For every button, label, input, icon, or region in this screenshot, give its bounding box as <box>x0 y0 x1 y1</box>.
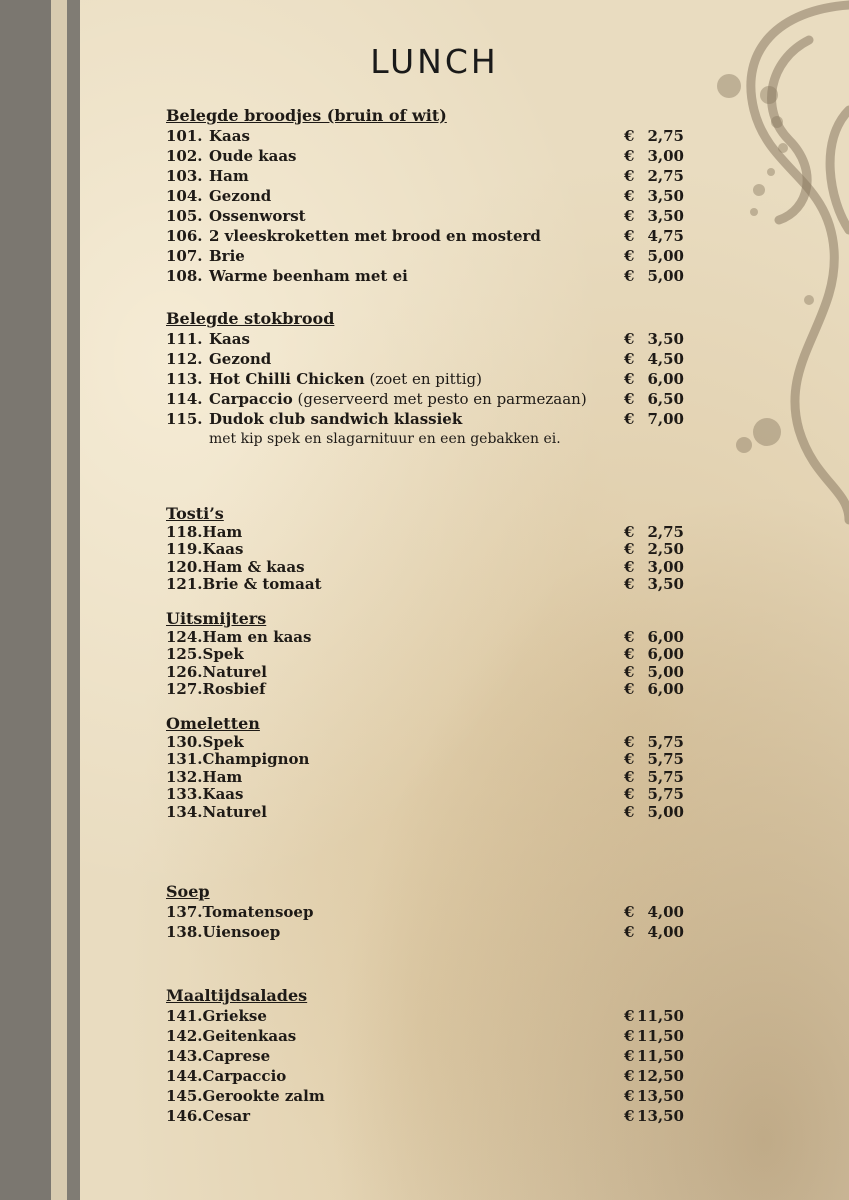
section-omeletten <box>166 714 684 821</box>
item-price <box>624 786 684 803</box>
price-value: 4,00 <box>647 903 684 921</box>
price-value: 6,00 <box>647 370 684 388</box>
item-number: 112. <box>166 350 203 368</box>
item-price <box>624 681 684 698</box>
price-value: 3,00 <box>647 557 684 576</box>
price-value: 2,50 <box>647 540 684 559</box>
item-name: 134.Naturel <box>166 802 267 821</box>
menu-item <box>166 246 684 266</box>
item-name: 130.Spek <box>166 733 244 751</box>
menu-item <box>166 559 684 576</box>
price-value: 4,75 <box>647 227 684 245</box>
item-name: 124.Ham en kaas <box>166 628 312 646</box>
menu-item <box>166 409 684 429</box>
euro-sign: € <box>624 267 635 285</box>
item-name: 118.Ham <box>166 523 243 541</box>
item-name: 138.Uiensoep <box>166 923 281 941</box>
menu-item <box>166 126 684 146</box>
item-price <box>624 206 684 226</box>
item-price <box>624 186 684 206</box>
item-name: Ham <box>209 167 249 185</box>
section-heading: Soep <box>166 882 210 901</box>
euro-sign: € <box>624 127 635 145</box>
price-value: 2,75 <box>647 523 684 541</box>
section-soep <box>166 882 684 942</box>
decorative-swirl <box>659 0 849 560</box>
price-value: 4,50 <box>647 350 684 368</box>
item-price <box>624 389 684 409</box>
euro-sign: € <box>624 1047 635 1065</box>
menu-item <box>166 369 684 389</box>
menu-item <box>166 922 684 942</box>
price-value: 5,00 <box>647 267 684 285</box>
price-value: 6,50 <box>647 390 684 408</box>
menu-item <box>166 751 684 768</box>
item-number: 106. <box>166 227 203 245</box>
item-note: (zoet en pittig) <box>364 370 482 388</box>
item-name: 133.Kaas <box>166 785 244 804</box>
item-name: 143.Caprese <box>166 1047 271 1065</box>
item-price <box>624 751 684 768</box>
item-name: Warme beenham met ei <box>209 267 408 285</box>
item-price <box>624 559 684 576</box>
price-value: 3,50 <box>647 187 684 205</box>
item-name: 125.Spek <box>166 645 244 664</box>
menu-item <box>166 146 684 166</box>
item-price <box>624 126 684 146</box>
item-note: (geserveerd met pesto en parmezaan) <box>292 390 587 408</box>
item-name: Oude kaas <box>209 147 297 165</box>
euro-sign: € <box>624 680 635 699</box>
section-heading: Uitsmijters <box>166 609 267 628</box>
section-stokbrood <box>166 309 684 449</box>
item-price <box>624 804 684 821</box>
euro-sign: € <box>624 750 635 769</box>
menu-item <box>166 186 684 206</box>
menu-item <box>166 786 684 803</box>
menu-item <box>166 1106 684 1126</box>
price-value: 5,75 <box>647 785 684 804</box>
item-price <box>624 246 684 266</box>
euro-sign: € <box>624 645 635 664</box>
left-border-light <box>51 0 67 1200</box>
item-name: 146.Cesar <box>166 1107 251 1125</box>
price-value: 5,75 <box>647 750 684 769</box>
item-price <box>624 1066 684 1086</box>
item-price <box>624 409 684 429</box>
item-number: 111. <box>166 330 203 348</box>
menu-item <box>166 804 684 821</box>
item-price <box>624 226 684 246</box>
euro-sign: € <box>624 903 635 921</box>
section-heading: Belegde stokbrood <box>166 309 335 328</box>
euro-sign: € <box>624 147 635 165</box>
item-name: Kaas <box>209 330 250 348</box>
section-uitsmijters <box>166 609 684 699</box>
menu-item <box>166 541 684 558</box>
item-price <box>624 369 684 389</box>
item-name: Hot Chilli Chicken (zoet en pittig) <box>209 370 482 388</box>
price-value: 12,50 <box>637 1067 684 1085</box>
item-name: 145.Gerookte zalm <box>166 1087 325 1105</box>
item-name: Brie <box>209 247 245 265</box>
item-number: 108. <box>166 267 203 285</box>
item-name: 141.Griekse <box>166 1007 267 1025</box>
menu-item <box>166 349 684 369</box>
item-price <box>624 166 684 186</box>
menu-item <box>166 646 684 663</box>
euro-sign: € <box>624 370 635 388</box>
price-value: 6,00 <box>647 645 684 664</box>
price-value: 11,50 <box>637 1007 684 1025</box>
item-description: met kip spek en slagarnituur en een gebakken ei. <box>209 431 561 447</box>
item-price <box>624 664 684 681</box>
item-name: 2 vleeskroketten met brood en mosterd <box>209 227 541 245</box>
euro-sign: € <box>624 167 635 185</box>
euro-sign: € <box>624 785 635 804</box>
price-value: 3,50 <box>647 330 684 348</box>
euro-sign: € <box>624 733 635 751</box>
euro-sign: € <box>624 207 635 225</box>
price-value: 5,75 <box>647 767 684 786</box>
item-price <box>624 646 684 663</box>
item-name: 137.Tomatensoep <box>166 903 314 921</box>
euro-sign: € <box>624 1027 635 1045</box>
menu-item <box>166 769 684 786</box>
euro-sign: € <box>624 1067 635 1085</box>
price-value: 5,00 <box>647 662 684 681</box>
page-title: LUNCH <box>370 42 499 81</box>
item-name: Gezond <box>209 350 272 368</box>
price-value: 11,50 <box>637 1027 684 1045</box>
item-name: 131.Champignon <box>166 750 310 769</box>
menu-item <box>166 576 684 593</box>
item-price <box>624 1086 684 1106</box>
menu-item <box>166 902 684 922</box>
price-value: 5,00 <box>647 247 684 265</box>
item-name: Kaas <box>209 127 250 145</box>
item-number: 114. <box>166 390 203 408</box>
item-name: Ossenworst <box>209 207 306 225</box>
menu-item <box>166 266 684 286</box>
item-number: 105. <box>166 207 203 225</box>
item-name: 119.Kaas <box>166 540 244 559</box>
item-number: 113. <box>166 370 203 388</box>
euro-sign: € <box>624 628 635 646</box>
euro-sign: € <box>624 923 635 941</box>
item-number: 104. <box>166 187 203 205</box>
price-value: 5,00 <box>647 802 684 821</box>
item-price <box>624 1026 684 1046</box>
euro-sign: € <box>624 247 635 265</box>
euro-sign: € <box>624 1107 635 1125</box>
item-price <box>624 629 684 646</box>
menu-item <box>166 389 684 409</box>
euro-sign: € <box>624 390 635 408</box>
price-value: 5,75 <box>647 733 684 751</box>
price-value: 7,00 <box>647 410 684 428</box>
item-name: Carpaccio (geserveerd met pesto en parmezaan) <box>209 390 587 408</box>
item-price <box>624 266 684 286</box>
euro-sign: € <box>624 227 635 245</box>
item-price <box>624 769 684 786</box>
menu-item <box>166 1006 684 1026</box>
section-heading: Tosti’s <box>166 504 224 523</box>
euro-sign: € <box>624 1087 635 1105</box>
item-name: 144.Carpaccio <box>166 1067 287 1085</box>
price-value: 6,00 <box>647 628 684 646</box>
euro-sign: € <box>624 557 635 576</box>
item-price <box>624 349 684 369</box>
item-name: Gezond <box>209 187 272 205</box>
euro-sign: € <box>624 662 635 681</box>
item-price <box>624 146 684 166</box>
item-price <box>624 1046 684 1066</box>
section-heading: Maaltijdsalades <box>166 986 308 1005</box>
item-price <box>624 734 684 751</box>
section-salades <box>166 986 684 1126</box>
price-value: 3,50 <box>647 575 684 594</box>
menu-item <box>166 1066 684 1086</box>
euro-sign: € <box>624 350 635 368</box>
item-name: 126.Naturel <box>166 662 267 681</box>
price-value: 2,75 <box>647 167 684 185</box>
menu-item <box>166 664 684 681</box>
menu-item <box>166 629 684 646</box>
left-border-dark <box>0 0 51 1200</box>
euro-sign: € <box>624 330 635 348</box>
menu-item <box>166 166 684 186</box>
price-value: 4,00 <box>647 923 684 941</box>
item-name: 127.Rosbief <box>166 680 266 699</box>
euro-sign: € <box>624 1007 635 1025</box>
price-value: 13,50 <box>637 1107 684 1125</box>
price-value: 11,50 <box>637 1047 684 1065</box>
euro-sign: € <box>624 540 635 559</box>
price-value: 3,50 <box>647 207 684 225</box>
item-name: 142.Geitenkaas <box>166 1027 297 1045</box>
item-price <box>624 329 684 349</box>
menu-item <box>166 1026 684 1046</box>
euro-sign: € <box>624 187 635 205</box>
item-name: Dudok club sandwich klassiek <box>209 410 463 428</box>
euro-sign: € <box>624 410 635 428</box>
item-number: 101. <box>166 127 203 145</box>
section-heading: Omeletten <box>166 714 260 733</box>
euro-sign: € <box>624 802 635 821</box>
item-number: 115. <box>166 410 203 428</box>
item-name: 132.Ham <box>166 767 243 786</box>
section-tostis <box>166 504 684 594</box>
euro-sign: € <box>624 767 635 786</box>
price-value: 3,00 <box>647 147 684 165</box>
menu-item <box>166 1046 684 1066</box>
item-price <box>624 524 684 541</box>
item-price <box>624 541 684 558</box>
section-broodjes <box>166 106 684 286</box>
menu-item <box>166 1086 684 1106</box>
section-heading: Belegde broodjes (bruin of wit) <box>166 106 447 125</box>
item-price <box>624 576 684 593</box>
item-price <box>624 1106 684 1126</box>
item-price <box>624 902 684 922</box>
item-name: 120.Ham & kaas <box>166 557 305 576</box>
item-name: 121.Brie & tomaat <box>166 575 322 594</box>
menu-item <box>166 206 684 226</box>
menu-item <box>166 329 684 349</box>
left-border-thin <box>67 0 80 1200</box>
item-number: 102. <box>166 147 203 165</box>
price-value: 13,50 <box>637 1087 684 1105</box>
item-number: 107. <box>166 247 203 265</box>
item-number: 103. <box>166 167 203 185</box>
item-price <box>624 922 684 942</box>
euro-sign: € <box>624 575 635 594</box>
menu-item <box>166 681 684 698</box>
menu-item <box>166 524 684 541</box>
menu-item <box>166 734 684 751</box>
price-value: 2,75 <box>647 127 684 145</box>
euro-sign: € <box>624 523 635 541</box>
menu-item <box>166 226 684 246</box>
item-price <box>624 1006 684 1026</box>
price-value: 6,00 <box>647 680 684 699</box>
